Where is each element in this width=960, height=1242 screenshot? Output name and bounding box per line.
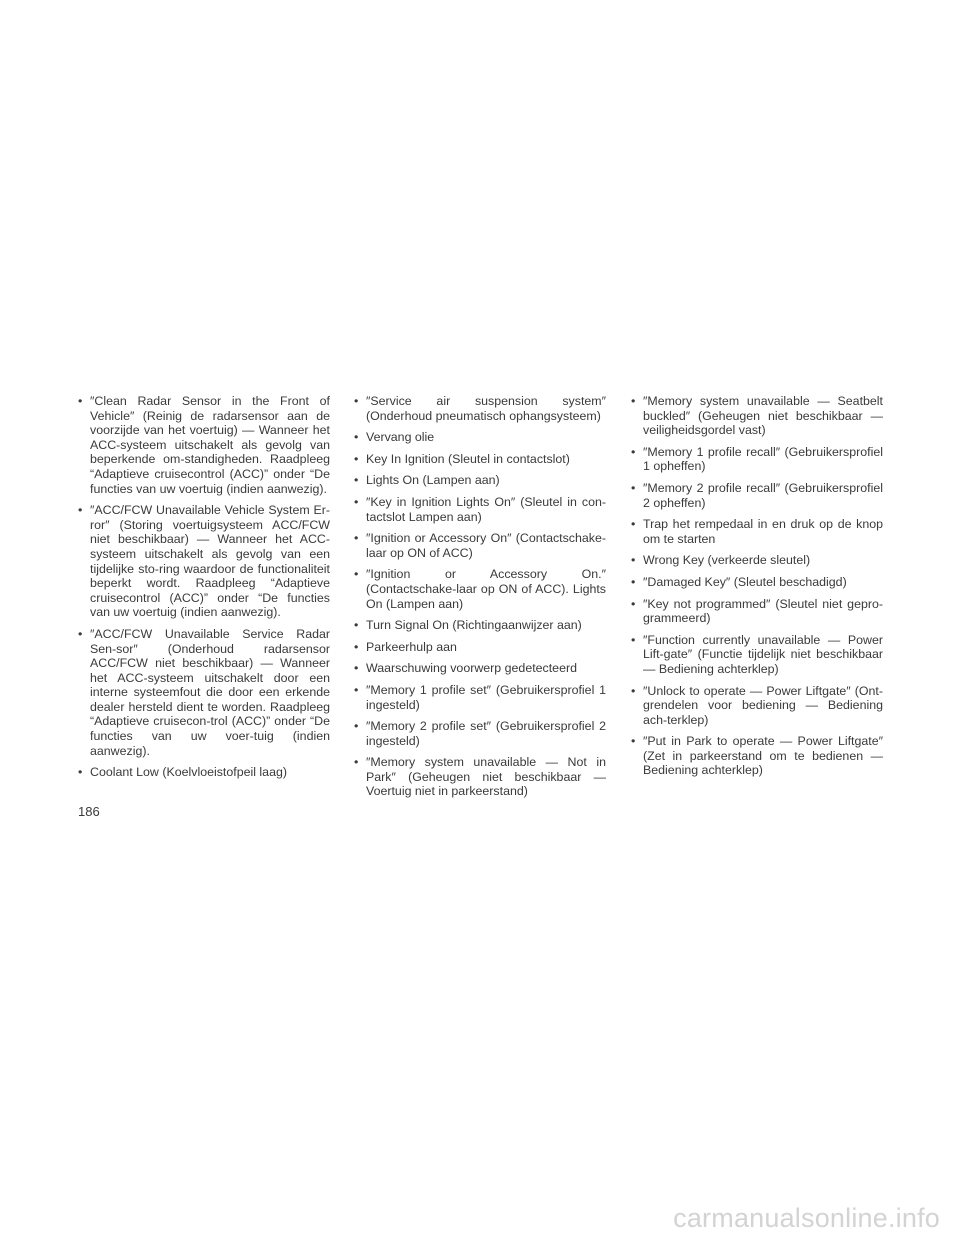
list-item — [78, 627, 330, 758]
bullet-icon: • — [354, 451, 359, 466]
bullet-icon: • — [631, 683, 636, 698]
bullet-icon: • — [631, 553, 636, 568]
bullet-icon: • — [631, 574, 636, 589]
list-item — [631, 394, 883, 438]
bullet-icon: • — [354, 682, 359, 697]
list-item-text: ″Damaged Key″ (Sleutel beschadigd) — [643, 574, 847, 589]
text-column-2 — [354, 394, 606, 806]
list-item — [354, 495, 606, 524]
bullet-icon: • — [354, 494, 359, 509]
list-item — [631, 553, 883, 568]
bullet-icon: • — [354, 719, 359, 734]
text-column-3 — [631, 394, 883, 785]
list-item-text: ″Memory 1 profile set″ (Gebruikersprofiel 1 ingesteld) — [366, 682, 606, 712]
bullet-icon: • — [631, 596, 636, 611]
list-item-text: ″Put in Park to operate — Power Liftgate″ (Zet in parkeerstand om te bedienen — Bediening achterklep) — [643, 734, 883, 778]
bullet-icon: • — [354, 567, 359, 582]
bullet-icon: • — [354, 473, 359, 488]
list-item — [354, 640, 606, 655]
list-item-text: ″Memory system unavailable — Not in Park″ (Geheugen niet beschikbaar — Voertuig niet in parkeerstand) — [366, 755, 606, 799]
list-item — [354, 473, 606, 488]
list-item-text: ″ACC/FCW Unavailable Service Radar Sen-sor″ (Onderhoud radarsensor ACC/FCW niet beschikbaar) — Wanneer het ACC-systeem uitschakelt door een interne systeemfout die door een erkende dealer hersteld dient te worden. Raadpleeg “Adaptieve cruisecon-trol (ACC)” onder “De functies van uw voer-tuig (indien aanwezig). — [90, 626, 330, 758]
bullet-icon: • — [631, 480, 636, 495]
list-item-text: ″ACC/FCW Unavailable Vehicle System Er-ror″ (Storing voertuigsysteem ACC/FCW niet beschikbaar) — Wanneer het ACC-systeem uitschakelt als gevolg van een tijdelijke sto-ring waardoor de functionaliteit beperkt wordt. Raadpleeg “Adaptieve cruisecontrol (ACC)” onder “De functies van uw voertuig (indien aanwezig). — [90, 503, 330, 620]
list-item — [631, 517, 883, 546]
list-item-text: Waarschuwing voorwerp gedetecteerd — [366, 661, 577, 676]
list-item — [78, 765, 330, 780]
bullet-icon: • — [354, 755, 359, 770]
watermark: carmanualsonline.info — [673, 1203, 940, 1233]
list-item — [354, 531, 606, 560]
list-item-text: Coolant Low (Koelvloeistofpeil laag) — [90, 765, 287, 780]
bullet-icon: • — [354, 430, 359, 445]
bullet-icon: • — [354, 531, 359, 546]
bullet-list-1 — [78, 394, 330, 780]
list-item — [631, 633, 883, 677]
list-item-text: Trap het rempedaal in en druk op de knop om te starten — [643, 517, 883, 546]
list-item — [354, 683, 606, 712]
bullet-list-3 — [631, 394, 883, 778]
bullet-icon: • — [631, 394, 636, 408]
list-item-text: Key In Ignition (Sleutel in contactslot) — [366, 451, 570, 466]
page-number: 186 — [78, 804, 100, 819]
list-item — [354, 567, 606, 611]
list-item — [631, 575, 883, 590]
list-item-text: ″Memory 2 profile recall″ (Gebruikersprofiel 2 opheffen) — [643, 480, 883, 510]
text-column-1 — [78, 394, 330, 787]
list-item — [631, 597, 883, 626]
list-item — [354, 661, 606, 676]
list-item-text: ″Key not programmed″ (Sleutel niet gepro-grammeerd) — [643, 596, 883, 626]
list-item — [354, 755, 606, 799]
list-item-text: ″Ignition or Accessory On″ (Contactschake-laar op ON of ACC) — [366, 531, 606, 560]
bullet-icon: • — [78, 765, 83, 780]
list-item-text: ″Function currently unavailable — Power Lift-gate″ (Functie tijdelijk niet beschikbaar — Bediening achterklep) — [643, 632, 883, 676]
list-item-text: ″Service air suspension system″ (Onderhoud pneumatisch ophangsysteem) — [366, 394, 606, 423]
list-item-text: ″Memory system unavailable — Seatbelt buckled″ (Geheugen niet beschikbaar — veiligheidsgordel vast) — [643, 394, 883, 438]
list-item — [354, 430, 606, 445]
bullet-icon: • — [354, 639, 359, 654]
bullet-icon: • — [354, 394, 359, 408]
bullet-icon: • — [631, 734, 636, 749]
bullet-icon: • — [78, 394, 83, 408]
list-item-text: Wrong Key (verkeerde sleutel) — [643, 553, 811, 568]
list-item — [631, 734, 883, 778]
list-item — [78, 503, 330, 620]
list-item — [631, 445, 883, 474]
bullet-icon: • — [354, 661, 359, 676]
list-item — [354, 394, 606, 423]
list-item — [354, 719, 606, 748]
list-item — [354, 452, 606, 467]
list-item-text: ″Ignition or Accessory On.″ (Contactschake-laar op ON of ACC). Lights On (Lampen aan) — [366, 567, 606, 611]
bullet-icon: • — [354, 618, 359, 633]
list-item-text: ″Memory 1 profile recall″ (Gebruikersprofiel 1 opheffen) — [643, 444, 883, 474]
list-item-text: Lights On (Lampen aan) — [366, 473, 500, 488]
list-item — [631, 481, 883, 510]
bullet-icon: • — [78, 626, 83, 641]
bullet-icon: • — [631, 632, 636, 647]
bullet-icon: • — [631, 444, 636, 459]
list-item — [78, 394, 330, 496]
list-item-text: ″Unlock to operate — Power Liftgate″ (Ont-grendelen voor bediening — Bediening ach-terklep) — [643, 683, 883, 727]
list-item-text: Turn Signal On (Richtingaanwijzer aan) — [366, 618, 582, 633]
bullet-icon: • — [631, 517, 636, 532]
list-item-text: ″Clean Radar Sensor in the Front of Vehicle″ (Reinig de radarsensor aan de voorzijde van het voertuig) — Wanneer het ACC-systeem uitschakelt als gevolg van beperkende om-standigheden. Raadpleeg “Adaptieve cruisecontrol (ACC)” onder “De functies van uw voertuig (indien aanwezig). — [90, 394, 330, 496]
list-item-text: Parkeerhulp aan — [366, 639, 457, 654]
bullet-list-2 — [354, 394, 606, 799]
list-item-text: ″Key in Ignition Lights On″ (Sleutel in con-tactslot Lampen aan) — [366, 494, 606, 524]
list-item-text: ″Memory 2 profile set″ (Gebruikersprofiel 2 ingesteld) — [366, 719, 606, 748]
list-item — [354, 618, 606, 633]
list-item — [631, 684, 883, 728]
bullet-icon: • — [78, 503, 83, 518]
list-item-text: Vervang olie — [366, 430, 435, 445]
